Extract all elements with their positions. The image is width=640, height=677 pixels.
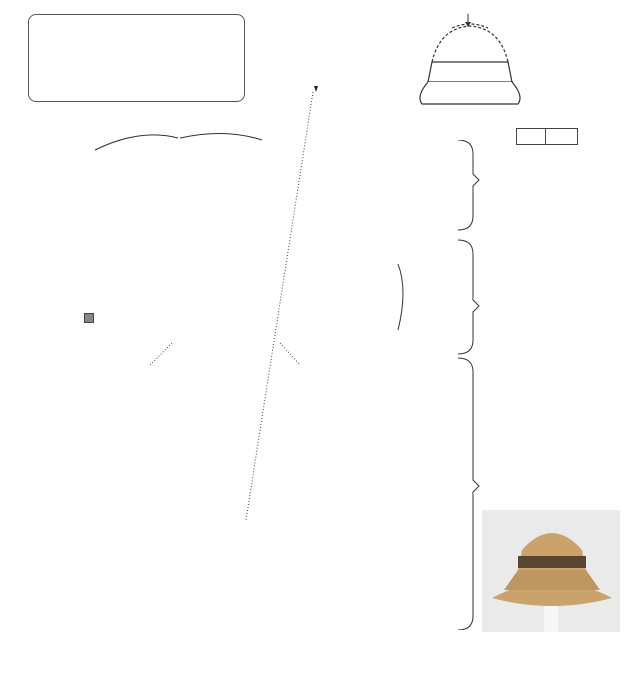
header-count — [546, 129, 578, 145]
hat-photo — [482, 510, 620, 632]
yarn-arrow-icon — [314, 86, 318, 92]
section-brackets — [455, 140, 485, 630]
header-rows — [517, 129, 546, 145]
black-swatch-icon — [84, 313, 94, 323]
black-note — [84, 313, 94, 323]
stitch-count-table — [516, 128, 578, 145]
